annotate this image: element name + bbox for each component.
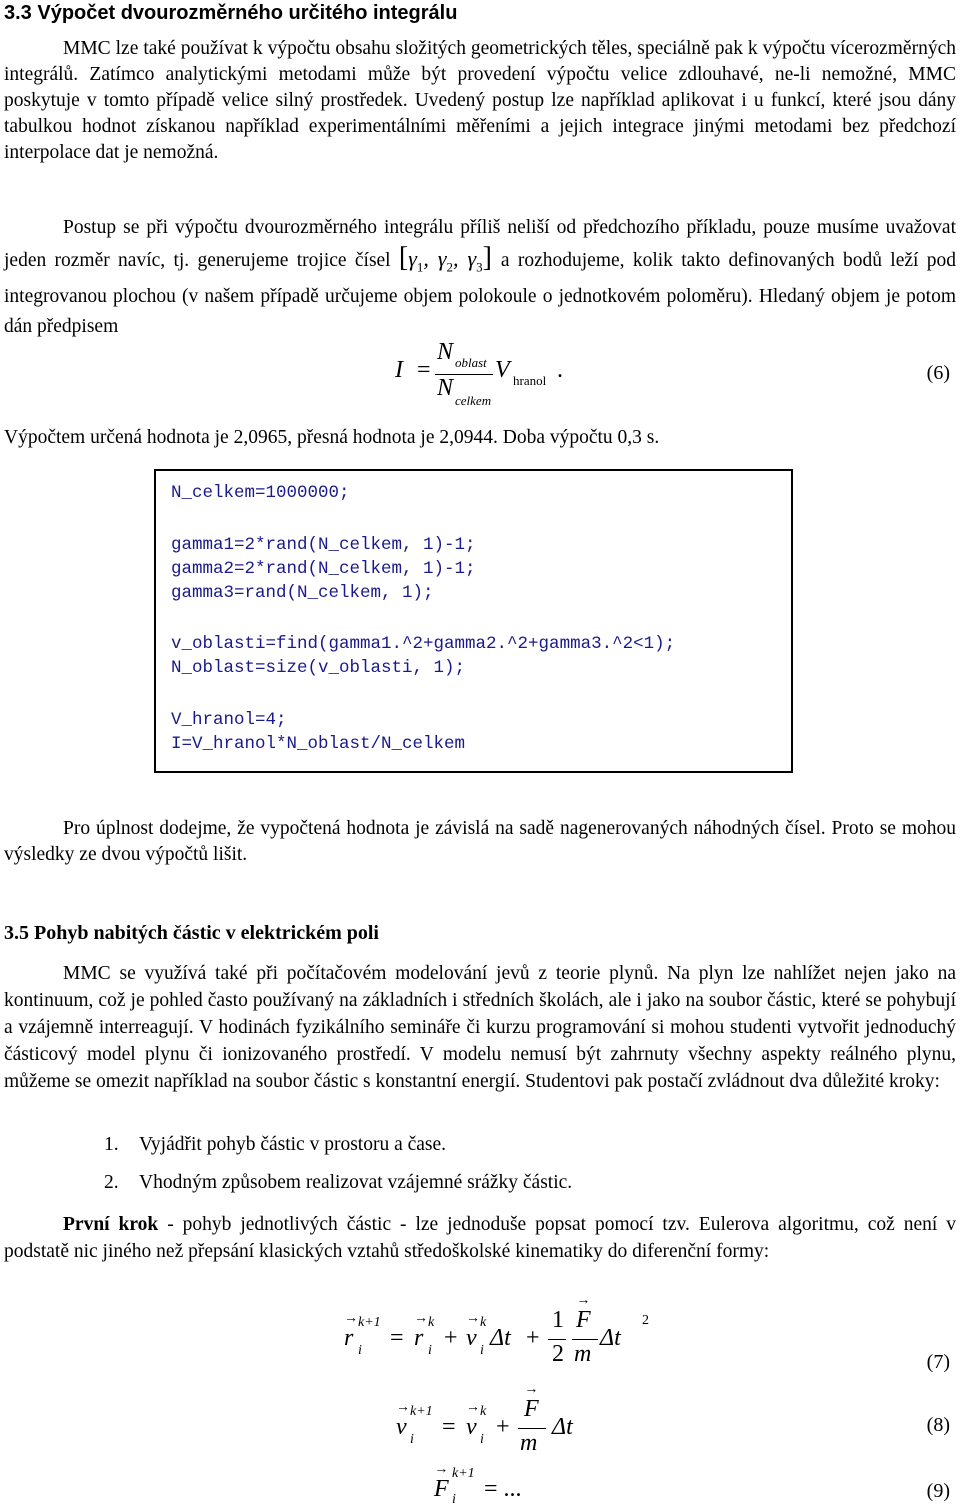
eq-dot: .	[557, 357, 563, 383]
gamma: γ	[437, 246, 447, 271]
result-text: Výpočtem určená hodnota je 2,0965, přesná hodnota je 2,0944. Doba výpočtu 0,3 s.	[4, 427, 660, 448]
code-line: gamma1=2*rand(N_celkem, 1)-1;	[171, 535, 476, 555]
code-line: v_oblasti=find(gamma1.^2+gamma2.^2+gamma3.^2<1);	[171, 634, 676, 654]
fraction-denominator: m	[520, 1430, 538, 1456]
superscript: k	[480, 1404, 487, 1419]
eq-subscript: celkem	[455, 393, 492, 408]
paragraph: MMC se využívá také při počítačovém modelování jevů z teorie plynů. Na plyn lze nahlížet nejen jako na kontinuum, což je pohled často používaný na základních i středních školách, ale i jako na soubor částic, které se pohybují a vzájemně interreagují. V hodinách fyzikálního semináře či kurzu programování si mohou studenti vytvořit jednoduchý částicový model plynu či ionizovaného prostředí. V modelu nemusí být zahrnuty všechny aspekty reálného plynu, můžeme se omezit například na soubor částic s konstantní energií. Studentovi pak postačí zvládnout dva důležité kroky:	[4, 963, 956, 1092]
eq-sign: =	[417, 357, 431, 383]
eq-denominator: N	[437, 375, 454, 401]
gamma-triple: [$\gamma_1$, $\gamma_2$, $\gamma_3$]	[398, 242, 492, 275]
fraction-line	[518, 1428, 546, 1429]
code-line: N_celkem=1000000;	[171, 483, 350, 503]
fraction-line	[548, 1339, 566, 1340]
paragraph	[4, 1211, 956, 1265]
delta-t: Δt	[552, 1414, 573, 1440]
eq-subscript: hranol	[513, 373, 547, 388]
code-line: V_hranol=4;	[171, 710, 287, 730]
eq-symbol: V	[495, 357, 510, 383]
subscript: i	[428, 1343, 432, 1358]
paragraph	[4, 213, 956, 342]
superscript: k+1	[452, 1466, 475, 1481]
gamma: γ	[408, 246, 417, 271]
subscript: 1	[416, 259, 424, 275]
fraction-denominator: 2	[552, 1341, 564, 1367]
plus-sign: +	[444, 1325, 458, 1351]
plus-sign: +	[496, 1414, 510, 1440]
gamma: γ	[467, 246, 477, 271]
equation-9	[434, 1466, 564, 1508]
subscript: 2	[446, 259, 454, 275]
paragraph: MMC lze také používat k výpočtu obsahu složitých geometrických těles, speciálně pak k výpočtu vícerozměrných integrálů. Zatímco analytickými metodami může být provedení výpočtu velice zdlouhavé, ne-li nemožné, MMC poskytuje v tomto případě velice silný prostředek. Uvedený postup lze například aplikovat i u funkcí, které jsou dány tabulkou hodnot získanou například experimentálními měřeními a jejich integrace jinými metodami bez předchozí interpolace dat je nemožná.	[4, 38, 956, 163]
vector-v: → v	[396, 1414, 407, 1441]
code-line: N_oblast=size(v_oblasti, 1);	[171, 658, 466, 678]
paragraph-text: Postup se při výpočtu dvourozměrného integrálu příliš neliší od předchozího příkladu, pouze musíme uvažovat jeden rozměr navíc, tj. generujeme trojice čísel	[4, 217, 956, 271]
subscript: i	[480, 1432, 484, 1447]
superscript: k+1	[358, 1315, 381, 1330]
subscript: i	[480, 1343, 484, 1358]
superscript: 2	[642, 1313, 649, 1328]
fraction-denominator: m	[574, 1341, 592, 1367]
code-line: I=V_hranol*N_oblast/N_celkem	[171, 734, 466, 754]
equation-7	[344, 1305, 649, 1375]
fraction-numerator: 1	[552, 1307, 564, 1333]
list-item-number: 2.	[104, 1172, 119, 1193]
vector-f: → F	[434, 1476, 449, 1503]
vector-r: → r	[344, 1325, 353, 1352]
superscript: k+1	[410, 1404, 433, 1419]
code-line: gamma2=2*rand(N_celkem, 1)-1;	[171, 559, 476, 579]
equation-number: (8)	[926, 1414, 950, 1436]
vector-f: → F	[524, 1396, 539, 1423]
eq-sign: =	[442, 1414, 456, 1440]
equation-number: (6)	[926, 362, 950, 384]
paragraph-text: a rozhodujeme, kolik takto definovaných bodů leží pod integrovanou plochou (v našem případě určujeme objem polokoule o jednotkovém poloměru). Hledaný objem je potom dán předpisem	[4, 250, 956, 338]
paragraph: Pro úplnost dodejme, že vypočtená hodnota je závislá na sadě nagenerovaných náhodných čísel. Proto se mohou výsledky ze dvou výpočtů lišit.	[4, 818, 956, 865]
vector-r: → r	[414, 1325, 423, 1352]
eq-sign: =	[390, 1325, 404, 1351]
section-heading: 3.3 Výpočet dvourozměrného určitého integrálu	[4, 2, 458, 24]
equation-number: (7)	[926, 1351, 950, 1373]
superscript: k	[428, 1315, 435, 1330]
code-listing	[154, 469, 793, 773]
eq-rhs: = ...	[484, 1476, 522, 1502]
equation-6	[395, 339, 565, 411]
fraction-line	[572, 1339, 598, 1340]
plus-sign: +	[526, 1325, 540, 1351]
subscript: i	[410, 1432, 414, 1447]
subscript: i	[358, 1343, 362, 1358]
bold-term: První krok	[63, 1214, 159, 1235]
vector-v: → v	[466, 1325, 477, 1352]
subscript: i	[452, 1492, 456, 1507]
eq-subscript: oblast	[455, 355, 487, 370]
list-item-number: 1.	[104, 1134, 119, 1155]
list-item-text: Vyjádřit pohyb částic v prostoru a čase.	[139, 1134, 447, 1155]
vector-v: → v	[466, 1414, 477, 1441]
eq-symbol: I	[395, 357, 403, 383]
delta-t: Δt	[600, 1325, 621, 1351]
eq-numerator: N	[437, 339, 454, 365]
code-line: gamma3=rand(N_celkem, 1);	[171, 583, 434, 603]
bracket-open: [	[398, 242, 409, 273]
vector-f: → F	[576, 1307, 591, 1334]
paragraph-text: - pohyb jednotlivých částic - lze jednoduše popsat pomocí tzv. Eulerova algoritmu, což není v podstatě nic jiného než přepsání klasických vztahů středoškolské kinematiky do diferenční formy:	[4, 1214, 956, 1262]
equation-8	[396, 1392, 596, 1462]
list-item-text: Vhodným způsobem realizovat vzájemné srážky částic.	[139, 1172, 573, 1193]
bracket-close: ]	[482, 242, 492, 273]
equation-number: (9)	[926, 1480, 950, 1502]
superscript: k	[480, 1315, 487, 1330]
section-heading: 3.5 Pohyb nabitých částic v elektrickém poli	[4, 922, 379, 944]
subscript: 3	[476, 259, 483, 275]
delta-t: Δt	[490, 1325, 511, 1351]
